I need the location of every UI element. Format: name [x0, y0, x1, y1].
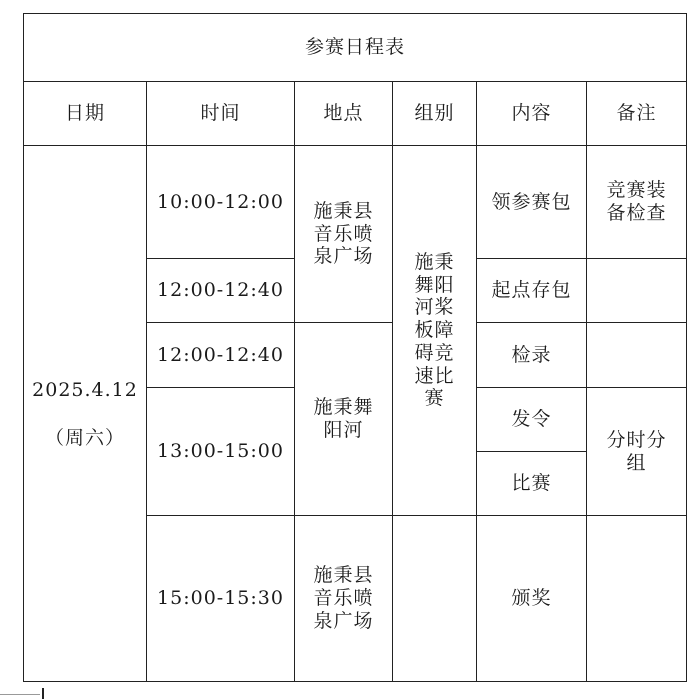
header-location: 地点	[295, 82, 393, 146]
remark-equipment: 竞赛装 备检查	[587, 146, 687, 259]
time-slot-5: 15:00-15:30	[147, 516, 295, 682]
header-content: 内容	[477, 82, 587, 146]
header-group: 组别	[393, 82, 477, 146]
header-date: 日期	[24, 82, 147, 146]
content-bag-storage: 起点存包	[477, 259, 587, 323]
date-weekday: （周六）	[44, 426, 125, 449]
remark-empty-2	[587, 323, 687, 388]
content-start-signal: 发令	[477, 388, 587, 452]
header-time: 时间	[147, 82, 295, 146]
location-plaza-2: 施秉县 音乐喷 泉广场	[295, 516, 393, 682]
date-value: 2025.4.12	[32, 378, 138, 401]
time-slot-1: 10:00-12:00	[147, 146, 295, 259]
text-cursor	[42, 688, 44, 699]
content-race: 比赛	[477, 452, 587, 516]
remark-empty-3	[587, 516, 687, 682]
date-cell	[24, 146, 147, 682]
schedule-table	[23, 13, 687, 682]
content-awards: 颁奖	[477, 516, 587, 682]
group-cell: 施秉 舞阳 河桨 板障 碍竞 速比 赛	[393, 146, 477, 516]
page-baseline	[0, 694, 40, 695]
schedule-sheet	[23, 13, 686, 681]
location-plaza-1: 施秉县 音乐喷 泉广场	[295, 146, 393, 323]
group-empty	[393, 516, 477, 682]
time-slot-2: 12:00-12:40	[147, 259, 295, 323]
content-pickup: 领参赛包	[477, 146, 587, 259]
table-title: 参赛日程表	[24, 14, 687, 82]
time-slot-4: 13:00-15:00	[147, 388, 295, 516]
header-remark: 备注	[587, 82, 687, 146]
time-slot-3: 12:00-12:40	[147, 323, 295, 388]
remark-timed-groups: 分时分 组	[587, 388, 687, 516]
content-check-in: 检录	[477, 323, 587, 388]
location-river: 施秉舞 阳河	[295, 323, 393, 516]
remark-empty-1	[587, 259, 687, 323]
